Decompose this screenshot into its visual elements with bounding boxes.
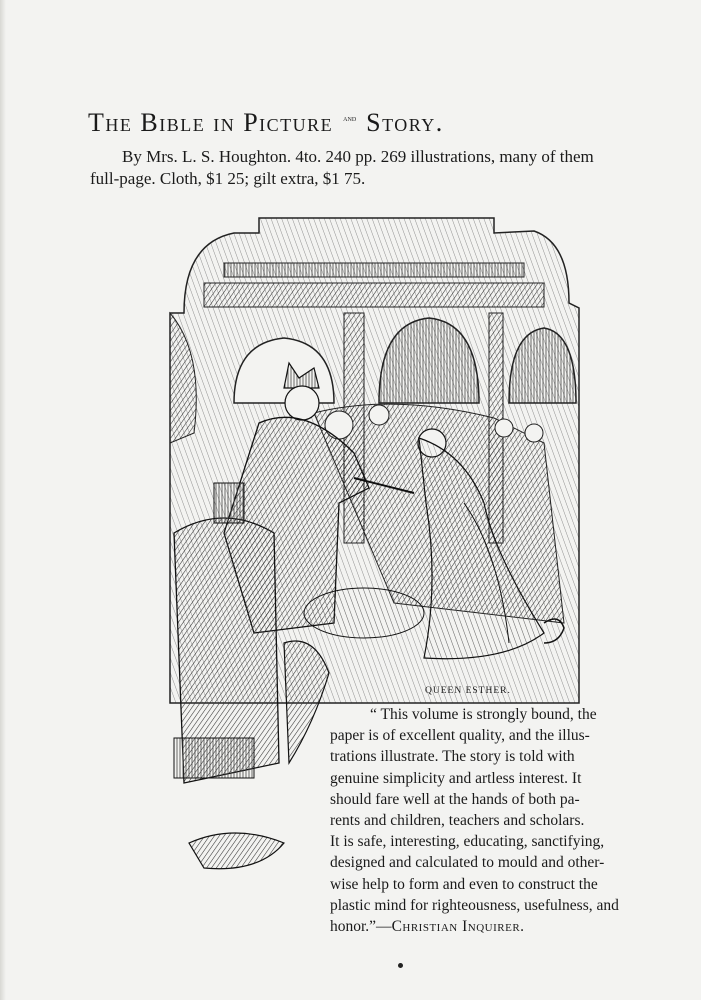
review-quote	[330, 704, 664, 937]
illustration-caption: QUEEN ESTHER.	[425, 686, 511, 696]
printer-dot	[398, 963, 403, 968]
quote-line: It is safe, interesting, educating, sanctifying,	[330, 833, 605, 851]
title-part-2: Story.	[366, 108, 444, 137]
quote-last-line	[330, 916, 664, 937]
page-title	[88, 108, 668, 138]
quote-line: designed and calculated to mould and other-	[330, 854, 605, 872]
byline-line-1: By Mrs. L. S. Houghton. 4to. 240 pp. 269 illustrations, many of them	[122, 147, 594, 166]
quote-line: paper is of excellent quality, and the illus-	[330, 727, 590, 745]
quote-line: plastic mind for righteousness, usefulness, and	[330, 896, 619, 914]
quote-line: rents and children, teachers and scholars.	[330, 812, 585, 830]
page-edge-shadow	[0, 0, 6, 1000]
quote-line: wise help to form and even to construct the	[330, 875, 598, 893]
quote-closing: honor.”—	[330, 918, 392, 936]
title-part-1: The Bible in Picture	[88, 108, 334, 137]
quote-line: trations illustrate. The story is told with	[330, 748, 575, 766]
byline	[90, 146, 660, 190]
quote-line: “ This volume is strongly bound, the	[370, 706, 597, 723]
quote-line: genuine simplicity and artless interest. It	[330, 769, 582, 787]
byline-line-2: full-page. Cloth, $1 25; gilt extra, $1 75.	[90, 169, 366, 188]
title-and: and	[343, 113, 357, 123]
quote-source: Christian Inquirer.	[391, 918, 525, 936]
quote-line: should fare well at the hands of both pa-	[330, 790, 580, 808]
